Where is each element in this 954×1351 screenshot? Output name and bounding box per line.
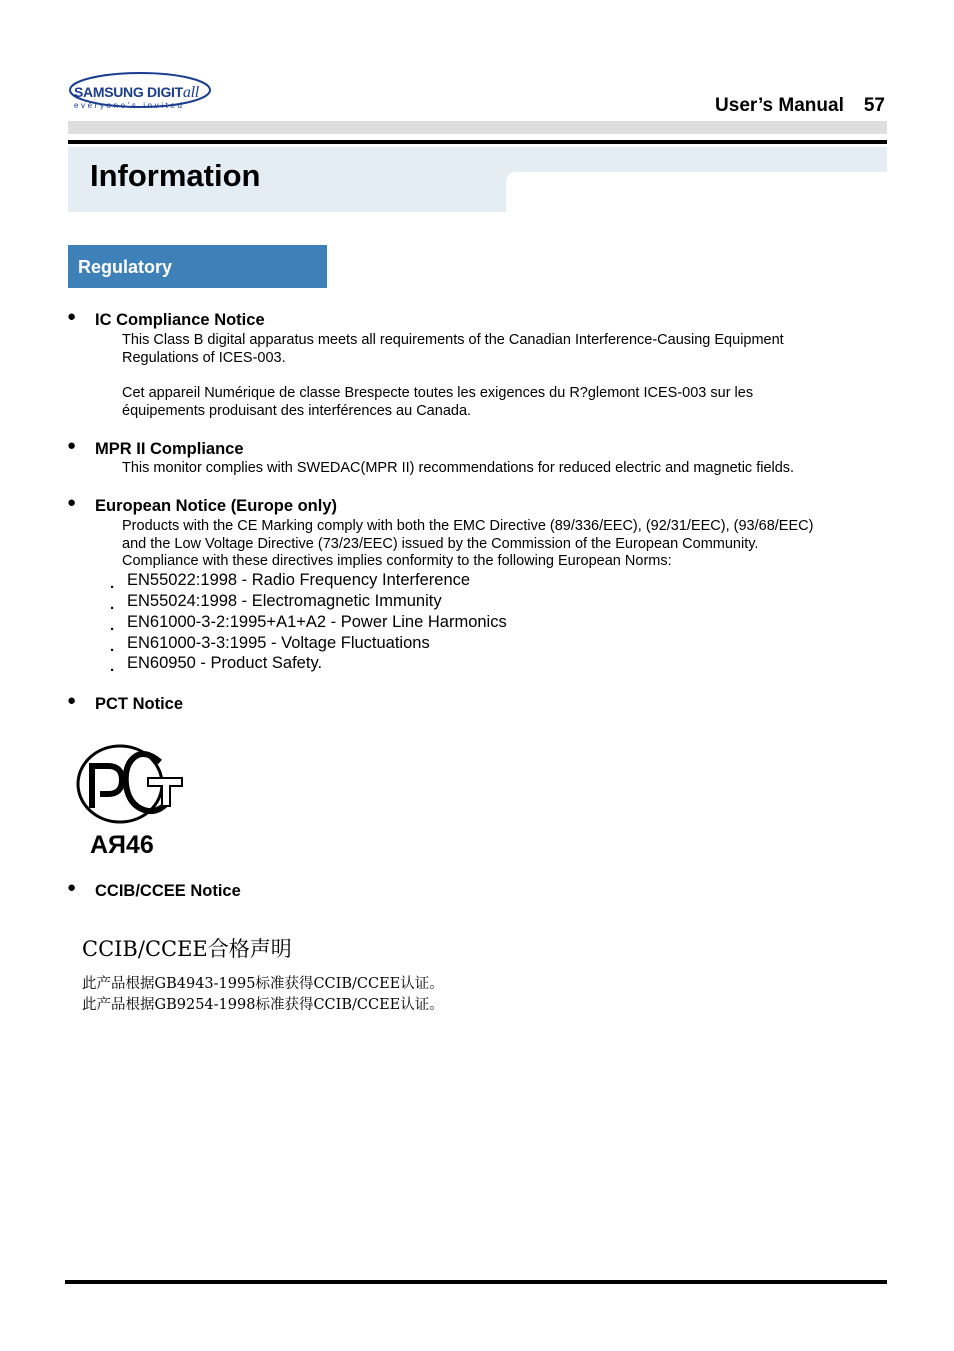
logo-tagline: everyone's invited: [74, 101, 185, 110]
norm-item: EN55022:1998 - Radio Frequency Interference: [127, 571, 471, 589]
norm-item: EN61000-3-2:1995+A1+A2 - Power Line Harmonics: [127, 613, 507, 631]
mpr-line1: This monitor complies with SWEDAC(MPR II) recommendations for reduced electric and magnetic fields.: [122, 460, 795, 476]
sub-bullet-icon: .: [110, 617, 115, 634]
norm-item: EN60950 - Product Safety.: [127, 654, 323, 672]
bullet-icon: ●: [67, 437, 77, 454]
manual-header: [715, 95, 885, 117]
sub-bullet-icon: .: [110, 575, 115, 592]
footer-rule: [65, 1280, 887, 1284]
mpr-heading: MPR II Compliance: [95, 440, 244, 458]
sub-bullet-icon: .: [110, 658, 115, 675]
ic-fr-line1: Cet appareil Numérique de classe Brespecte toutes les exigences du R?glemont ICES-003 sur les: [122, 385, 754, 401]
samsung-logo: [68, 70, 214, 114]
ccib-heading: CCIB/CCEE Notice: [95, 882, 241, 900]
ccib-cn-title: CCIB/CCEE合格声明: [82, 937, 292, 961]
pct-heading: PCT Notice: [95, 695, 184, 713]
norm-item: EN55024:1998 - Electromagnetic Immunity: [127, 592, 442, 610]
section-tab-regulatory: [68, 245, 327, 288]
bullet-icon: ●: [67, 494, 77, 511]
european-line1: Products with the CE Marking comply with both the EMC Directive (89/336/EEC), (92/31/EEC), (93/68/EEC): [122, 518, 814, 534]
ic-en-line2: Regulations of ICES-003.: [122, 350, 286, 366]
pct-code: АЯ46: [90, 831, 154, 858]
norm-item: EN61000-3-3:1995 - Voltage Fluctuations: [127, 634, 430, 652]
sub-bullet-icon: .: [110, 638, 115, 655]
pct-certification-icon: [74, 742, 186, 858]
ccib-cn-line1: 此产品根据GB4943-1995标准获得CCIB/CCEE认证。: [82, 976, 444, 992]
ccib-cn-line2: 此产品根据GB9254-1998标准获得CCIB/CCEE认证。: [82, 997, 444, 1013]
header-rule: [68, 140, 887, 144]
pct-mark: [74, 742, 186, 858]
european-line3: Compliance with these directives implies conformity to the following European Norms:: [122, 553, 672, 569]
page-number: 57: [863, 95, 885, 116]
european-heading: European Notice (Europe only): [95, 497, 338, 515]
ic-heading: IC Compliance Notice: [95, 311, 265, 329]
ic-en-line1: This Class B digital apparatus meets all requirements of the Canadian Interference-Causing Equipment: [122, 332, 784, 348]
page-title: Information: [90, 158, 261, 193]
section-tab-label: Regulatory: [78, 257, 173, 277]
logo-wordmark: SAMSUNG DIGITall: [74, 84, 199, 101]
header-grey-bar: [68, 121, 887, 134]
title-band-notch: [506, 172, 887, 212]
european-line2: and the Low Voltage Directive (73/23/EEC) issued by the Commission of the European Community.: [122, 536, 759, 552]
bullet-icon: ●: [67, 692, 77, 709]
bullet-icon: ●: [67, 879, 77, 896]
manual-label: User’s Manual: [715, 95, 844, 116]
sub-bullet-icon: .: [110, 596, 115, 613]
ic-fr-line2: équipements produisant des interférences au Canada.: [122, 403, 472, 419]
bullet-icon: ●: [67, 308, 77, 325]
